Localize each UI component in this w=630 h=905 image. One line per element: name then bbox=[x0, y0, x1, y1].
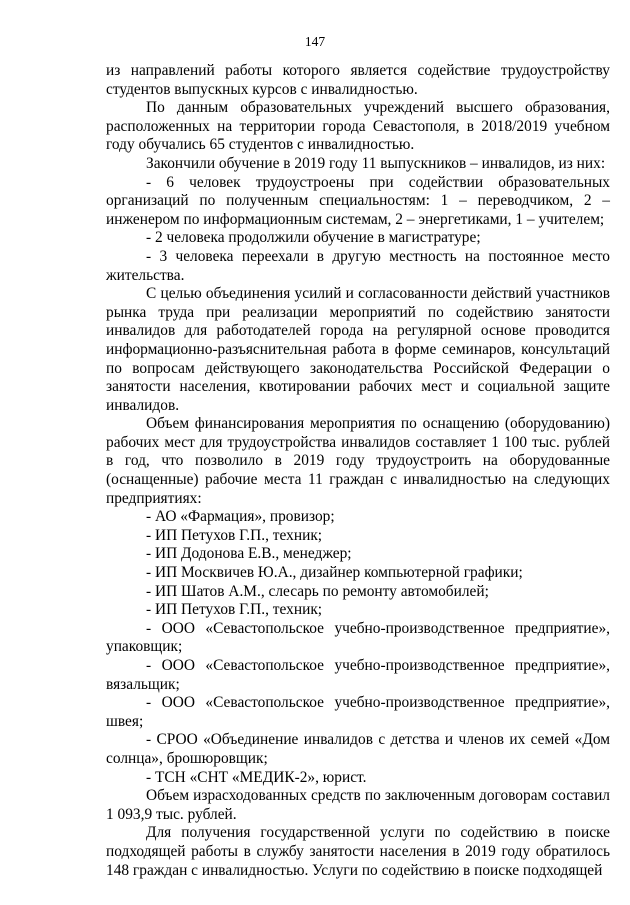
list-item: - АО «Фармация», провизор; bbox=[146, 508, 335, 526]
paragraph-continuation: из направлений работы которого является содействие трудоустройству студентов выпускных курсов с инвалидностью. bbox=[106, 62, 610, 98]
paragraph-students: По данным образовательных учреждений высшего образования, расположенных на территории города Севастополя, в 2018/2019 учебном году обучались 65 студентов с инвалидностью. bbox=[106, 99, 610, 154]
list-item: - ИП Москвичев Ю.А., дизайнер компьютерной графики; bbox=[146, 564, 523, 582]
list-item: - ИП Додонова Е.В., менеджер; bbox=[146, 545, 352, 563]
list-item: - ТСН «СНТ «МЕДИК-2», юрист. bbox=[146, 768, 367, 786]
paragraph-expenditure: Объем израсходованных средств по заключенным договорам составил 1 093,9 тыс. рублей. bbox=[106, 787, 610, 823]
paragraph-employment-service: Для получения государственной услуги по содействию в поиске подходящей работы в службу занятости населения в 2019 году обратилось 148 граждан с инвалидностью. Услуги по содействию в поиске подходящей bbox=[106, 824, 610, 879]
page-number: 147 bbox=[304, 34, 326, 49]
body-text bbox=[106, 62, 610, 880]
list-item: - СРОО «Объединение инвалидов с детства и членов их семей «Дом солнца», брошюровщик; bbox=[106, 731, 610, 767]
list-item: - ИП Шатов А.М., слесарь по ремонту автомобилей; bbox=[146, 582, 489, 600]
list-item: - ИП Петухов Г.П., техник; bbox=[146, 526, 323, 544]
paragraph-graduates: Закончили обучение в 2019 году 11 выпускников – инвалидов, из них: bbox=[146, 154, 606, 172]
paragraph-labor-market: С целью объединения усилий и согласованности действий участников рынка труда при реализации мероприятий по содействию занятости инвалидов для работодателей города на регулярной основе проводится информационно-разъяснительная работа в форме семинаров, консультаций по вопросам действующего законодательства Российской Федерации о занятости населения, квотировании рабочих мест и социальной защите инвалидов. bbox=[106, 285, 610, 414]
list-item: - ООО «Севастопольское учебно-производственное предприятие», упаковщик; bbox=[106, 619, 610, 656]
list-item: - ООО «Севастопольское учебно-производственное предприятие», вязальщик; bbox=[106, 657, 610, 693]
list-item: - 2 человека продолжили обучение в магистратуре; bbox=[146, 229, 481, 247]
list-item: - 6 человек трудоустроены при содействии образовательных организаций по полученным специальностям: 1 – переводчиком, 2 – инженером по информационным системам, 2 – энергетиками, 1 – учителем; bbox=[106, 173, 610, 228]
list-item: - ООО «Севастопольское учебно-производственное предприятие», швея; bbox=[106, 694, 610, 730]
paragraph-financing: Объем финансирования мероприятия по оснащению (оборудованию) рабочих мест для трудоустройства инвалидов составляет 1 100 тыс. рублей в год, что позволило в 2019 году трудоустроить на оборудованные (оснащенные) рабочие места 11 граждан с инвалидностью на следующих предприятиях: bbox=[106, 415, 610, 507]
list-item: - 3 человека переехали в другую местность на постоянное место жительства. bbox=[106, 247, 610, 284]
list-item: - ИП Петухов Г.П., техник; bbox=[146, 601, 323, 619]
